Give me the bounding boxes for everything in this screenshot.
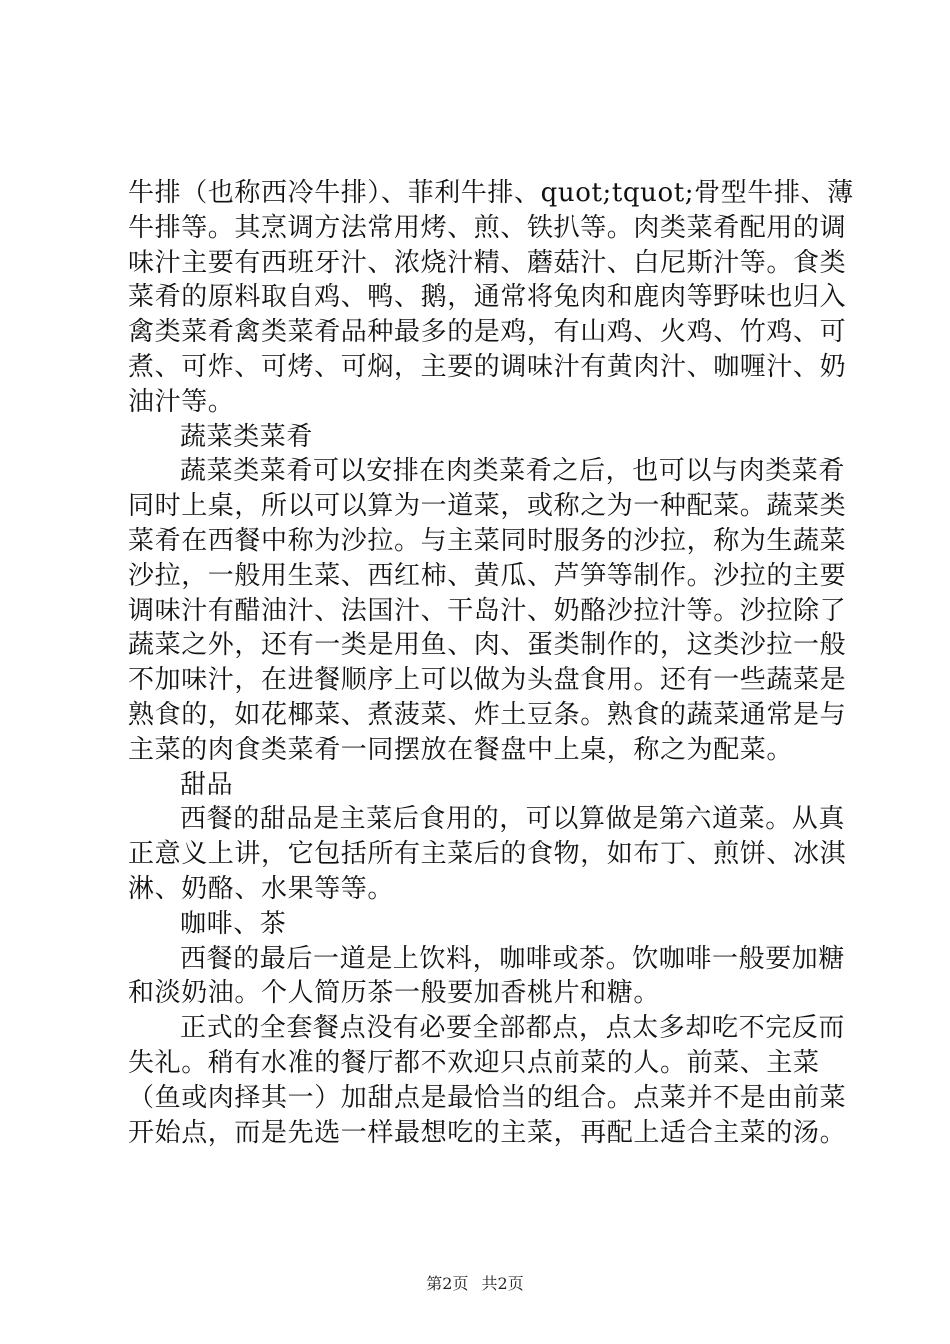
text-line: 西餐的最后一道是上饮料，咖啡或茶。饮咖啡一般要加糖	[180, 943, 846, 974]
text-line: 正意义上讲，它包括所有主菜后的食物，如布丁、煎饼、冰淇	[128, 839, 847, 870]
text-line: 油汁等。	[128, 386, 235, 417]
text-line: 失礼。稍有水准的餐厅都不欢迎只点前菜的人。前菜、主菜	[128, 1047, 820, 1078]
text-line: （鱼或肉择其一）加甜点是最恰当的组合。点菜并不是由前菜	[128, 1082, 847, 1113]
text-line: 西餐的甜品是主菜后食用的，可以算做是第六道菜。从真	[180, 804, 846, 835]
text-line: 和淡奶油。个人简历茶一般要加香桃片和糖。	[128, 978, 661, 1009]
text-line: 开始点，而是先选一样最想吃的主菜，再配上适合主菜的汤。	[128, 1117, 847, 1148]
text-line: 主菜的肉食类菜肴一同摆放在餐盘中上桌，称之为配菜。	[128, 734, 794, 765]
section-heading-vegetables: 蔬菜类菜肴	[180, 421, 314, 452]
text-line: 正式的全套餐点没有必要全部都点，点太多却吃不完反而	[180, 1013, 846, 1044]
text-line: 禽类菜肴禽类菜肴品种最多的是鸡，有山鸡、火鸡、竹鸡、可	[128, 317, 847, 348]
page-footer	[0, 1274, 950, 1294]
body-text	[128, 176, 854, 1150]
text-line: 菜肴的原料取自鸡、鸭、鹅，通常将兔肉和鹿肉等野味也归入	[128, 282, 847, 313]
section-heading-dessert: 甜品	[180, 769, 234, 800]
text-line: 同时上桌，所以可以算为一道菜，或称之为一种配菜。蔬菜类	[128, 491, 847, 522]
text-line: 煮、可炸、可烤、可焖，主要的调味汁有黄肉汁、咖喱汁、奶	[128, 351, 847, 382]
text-line: 沙拉，一般用生菜、西红柿、黄瓜、芦笋等制作。沙拉的主要	[128, 560, 847, 591]
text-line: 蔬菜类菜肴可以安排在肉类菜肴之后，也可以与肉类菜肴	[180, 456, 846, 487]
text-line: 牛排等。其烹调方法常用烤、煎、铁扒等。肉类菜肴配用的调	[128, 212, 847, 243]
text-line: 菜肴在西餐中称为沙拉。与主菜同时服务的沙拉，称为生蔬菜	[128, 525, 847, 556]
text-line: 淋、奶酪、水果等等。	[128, 873, 395, 904]
text-line: 蔬菜之外，还有一类是用鱼、肉、蛋类制作的，这类沙拉一般	[128, 630, 847, 661]
section-heading-coffee-tea: 咖啡、茶	[180, 908, 287, 939]
text-line: 熟食的，如花椰菜、煮菠菜、炸土豆条。熟食的蔬菜通常是与	[128, 699, 847, 730]
page-number: 第2页	[426, 1274, 469, 1293]
text-line: 调味汁有醋油汁、法国汁、干岛汁、奶酪沙拉汁等。沙拉除了	[128, 595, 847, 626]
page-total: 共2页	[481, 1274, 524, 1293]
text-line: 牛排（也称西冷牛排）、菲利牛排、quot;tquot;骨型牛排、薄	[128, 178, 854, 208]
text-line: 不加味汁，在进餐顺序上可以做为头盘食用。还有一些蔬菜是	[128, 665, 847, 696]
text-line: 味汁主要有西班牙汁、浓烧汁精、蘑菇汁、白尼斯汁等。食类	[128, 247, 847, 278]
